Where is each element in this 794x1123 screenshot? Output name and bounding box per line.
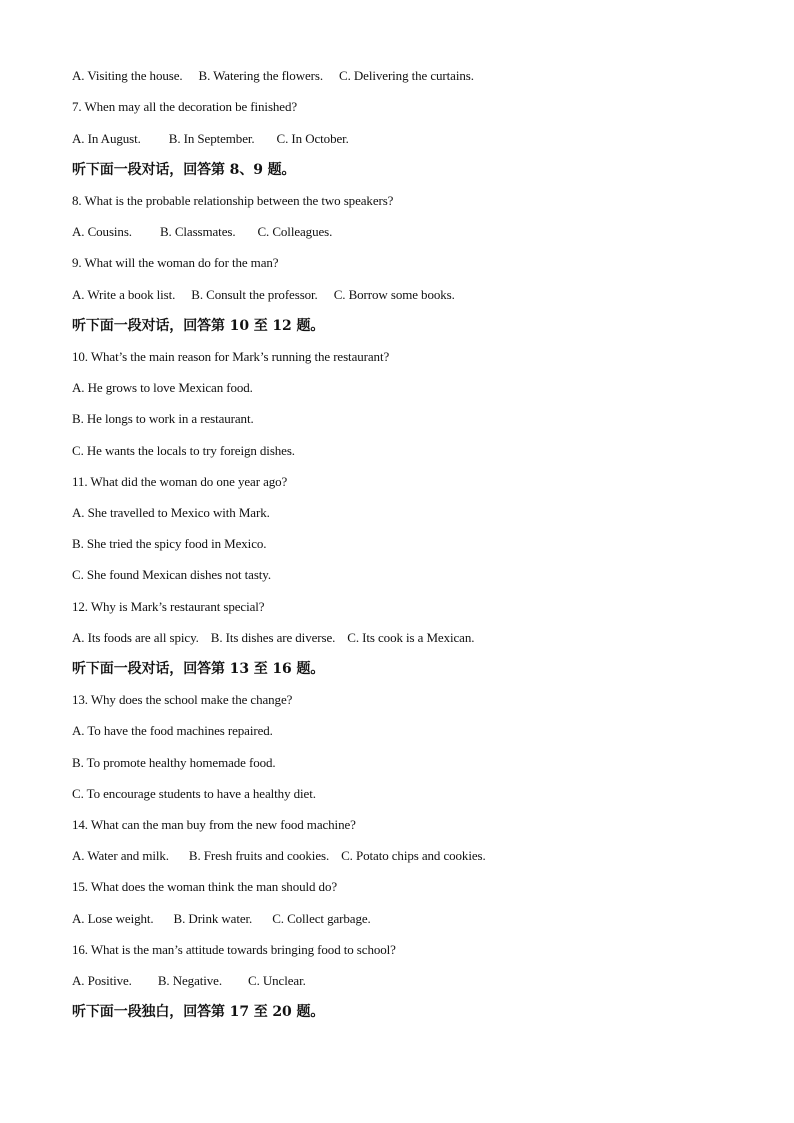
option-c: C. Borrow some books. [333, 287, 455, 302]
option-b: B. Fresh fruits and cookies. [188, 848, 330, 863]
option-b: B. Negative. [157, 973, 222, 988]
option-line: C. To encourage students to have a healthy diet. [72, 786, 316, 801]
options-line [72, 224, 332, 240]
option-line: A. She travelled to Mexico with Mark. [72, 505, 270, 520]
option-b: B. Drink water. [173, 911, 253, 926]
option-line: C. He wants the locals to try foreign dishes. [72, 443, 295, 458]
option-c: C. Delivering the curtains. [339, 68, 474, 83]
option-line: A. To have the food machines repaired. [72, 723, 273, 738]
section-heading: 听下面一段独白，回答第 17 至 20 题。 [72, 1004, 325, 1020]
option-c: C. Colleagues. [257, 224, 333, 239]
option-a: A. Cousins. [72, 224, 132, 239]
option-line: C. She found Mexican dishes not tasty. [72, 567, 272, 582]
option-b: B. Watering the flowers. [198, 68, 324, 83]
option-a: A. Lose weight. [72, 911, 154, 926]
question-10: 10. What’s the main reason for Mark’s running the restaurant? [72, 349, 390, 364]
option-c: C. In October. [276, 131, 349, 146]
question-14: 14. What can the man buy from the new food machine? [72, 817, 356, 832]
option-b: B. In September. [168, 131, 255, 146]
options-line [72, 973, 306, 989]
question-13: 13. Why does the school make the change? [72, 692, 293, 707]
option-a: A. Water and milk. [72, 848, 169, 863]
options-line [72, 848, 486, 864]
option-a: A. Its foods are all spicy. [72, 630, 199, 645]
options-line [72, 911, 371, 927]
options-line [72, 131, 349, 147]
option-a: A. Write a book list. [72, 287, 176, 302]
option-c: C. Collect garbage. [272, 911, 371, 926]
question-11: 11. What did the woman do one year ago? [72, 474, 288, 489]
option-b: B. Classmates. [159, 224, 236, 239]
question-12: 12. Why is Mark’s restaurant special? [72, 599, 265, 614]
question-16: 16. What is the man’s attitude towards bringing food to school? [72, 942, 396, 957]
option-a: A. Visiting the house. [72, 68, 183, 83]
option-line: A. He grows to love Mexican food. [72, 380, 253, 395]
options-line [72, 630, 474, 646]
section-heading: 听下面一段对话，回答第 8、9 题。 [72, 162, 296, 178]
question-9: 9. What will the woman do for the man? [72, 255, 279, 270]
options-line [72, 287, 455, 303]
option-a: A. Positive. [72, 973, 132, 988]
option-c: C. Potato chips and cookies. [341, 848, 486, 863]
section-heading: 听下面一段对话，回答第 13 至 16 题。 [72, 661, 325, 677]
option-a: A. In August. [72, 131, 141, 146]
section-heading: 听下面一段对话，回答第 10 至 12 题。 [72, 318, 325, 334]
options-line [72, 68, 474, 84]
option-line: B. To promote healthy homemade food. [72, 755, 276, 770]
question-15: 15. What does the woman think the man should do? [72, 879, 338, 894]
option-line: B. He longs to work in a restaurant. [72, 411, 254, 426]
question-7: 7. When may all the decoration be finished? [72, 99, 298, 114]
option-b: B. Its dishes are diverse. [210, 630, 336, 645]
option-line: B. She tried the spicy food in Mexico. [72, 536, 267, 551]
question-8: 8. What is the probable relationship between the two speakers? [72, 193, 394, 208]
option-b: B. Consult the professor. [191, 287, 318, 302]
option-c: C. Unclear. [248, 973, 306, 988]
option-c: C. Its cook is a Mexican. [347, 630, 475, 645]
